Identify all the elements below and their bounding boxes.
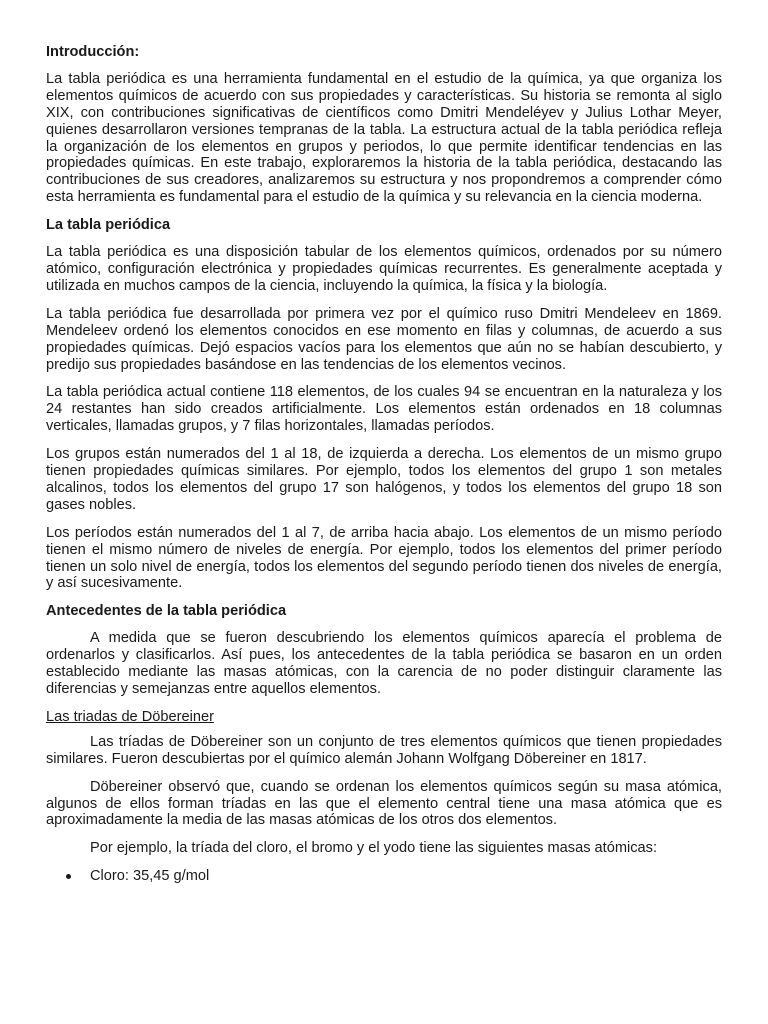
antecedentes-heading: Antecedentes de la tabla periódica <box>46 603 287 620</box>
list-item <box>46 868 722 885</box>
intro-paragraph: La tabla periódica es una herramienta fundamental en el estudio de la química, ya que organiza los elementos químicos de acuerdo con sus propiedades y características. Su historia se remonta al siglo XIX, con contribuciones significativas de científicos como Dmitri Mendeléyev y Julius Lothar Meyer, quienes desarrollaron versiones tempranas de la tabla. La estructura actual de la tabla periódica refleja la organización de los elementos en grupos y periodos, lo que permite identificar tendencias en las propiedades químicas. En este trabajo, exploraremos la historia de la tabla periódica, destacando las contribuciones de sus creadores, analizaremos su estructura y nos propondremos a comprender cómo esta herramienta es fundamental para el estudio de la química y su relevancia en la ciencia moderna. <box>46 70 722 206</box>
list-item-text: Cloro: 35,45 g/mol <box>90 868 210 885</box>
masas-list <box>46 868 722 885</box>
tabla-paragraph-5: Los períodos están numerados del 1 al 7, de arriba hacia abajo. Los elementos de un mismo período tienen el mismo número de niveles de energía. Por ejemplo, todos los elementos del primer período tienen un solo nivel de energía, todos los elementos del segundo período tienen dos niveles de energía, y así sucesivamente. <box>46 524 722 592</box>
triadas-paragraph-3: Por ejemplo, la tríada del cloro, el bromo y el yodo tiene las siguientes masas atómicas: <box>90 840 658 857</box>
tabla-heading: La tabla periódica <box>46 217 171 234</box>
tabla-paragraph-4: Los grupos están numerados del 1 al 18, de izquierda a derecha. Los elementos de un mismo grupo tienen propiedades químicas similares. Por ejemplo, todos los elementos del grupo 1 son metales alcalinos, todos los elementos del grupo 17 son halógenos, y todos los elementos del grupo 18 son gases nobles. <box>46 446 722 513</box>
triadas-heading: Las triadas de Döbereiner <box>46 708 214 725</box>
antecedentes-paragraph: A medida que se fueron descubriendo los elementos químicos aparecía el problema de ordenarlos y clasificarlos. Así pues, los antecedentes de la tabla periódica se basaron en un orden establecido mediante las masas atómicas, con la carencia de no poder distinguir claramente las diferencias y semejanzas entre aquellos elementos. <box>46 630 722 697</box>
document-page <box>46 44 722 885</box>
tabla-paragraph-1: La tabla periódica es una disposición tabular de los elementos químicos, ordenados por su número atómico, configuración electrónica y propiedades químicas recurrentes. Es generalmente aceptada y utilizada en muchos campos de la ciencia, incluyendo la química, la física y la biología. <box>46 244 722 294</box>
triadas-paragraph-1: Las tríadas de Döbereiner son un conjunto de tres elementos químicos que tienen propiedades similares. Fueron descubiertas por el químico alemán Johann Wolfgang Döbereiner en 1817. <box>46 733 722 767</box>
triadas-paragraph-2: Döbereiner observó que, cuando se ordenan los elementos químicos según su masa atómica, algunos de ellos forman tríadas en las que el elemento central tiene una masa atómica que es aproximadamente la media de las masas atómicas de los otros dos elementos. <box>46 778 722 829</box>
tabla-paragraph-3: La tabla periódica actual contiene 118 elementos, de los cuales 94 se encuentran en la naturaleza y los 24 restantes han sido creados artificialmente. Los elementos están ordenados en 18 columnas verticales, llamadas grupos, y 7 filas horizontales, llamadas períodos. <box>46 384 722 435</box>
intro-heading: Introducción: <box>46 44 140 60</box>
tabla-paragraph-2: La tabla periódica fue desarrollada por primera vez por el químico ruso Dmitri Mendeleev en 1869. Mendeleev ordenó los elementos conocidos en ese momento en filas y columnas, de acuerdo a sus propiedades químicas. Dejó espacios vacíos para los elementos que aún no se habían descubierto, y predijo sus propiedades basándose en las tendencias de los elementos vecinos. <box>46 305 722 373</box>
